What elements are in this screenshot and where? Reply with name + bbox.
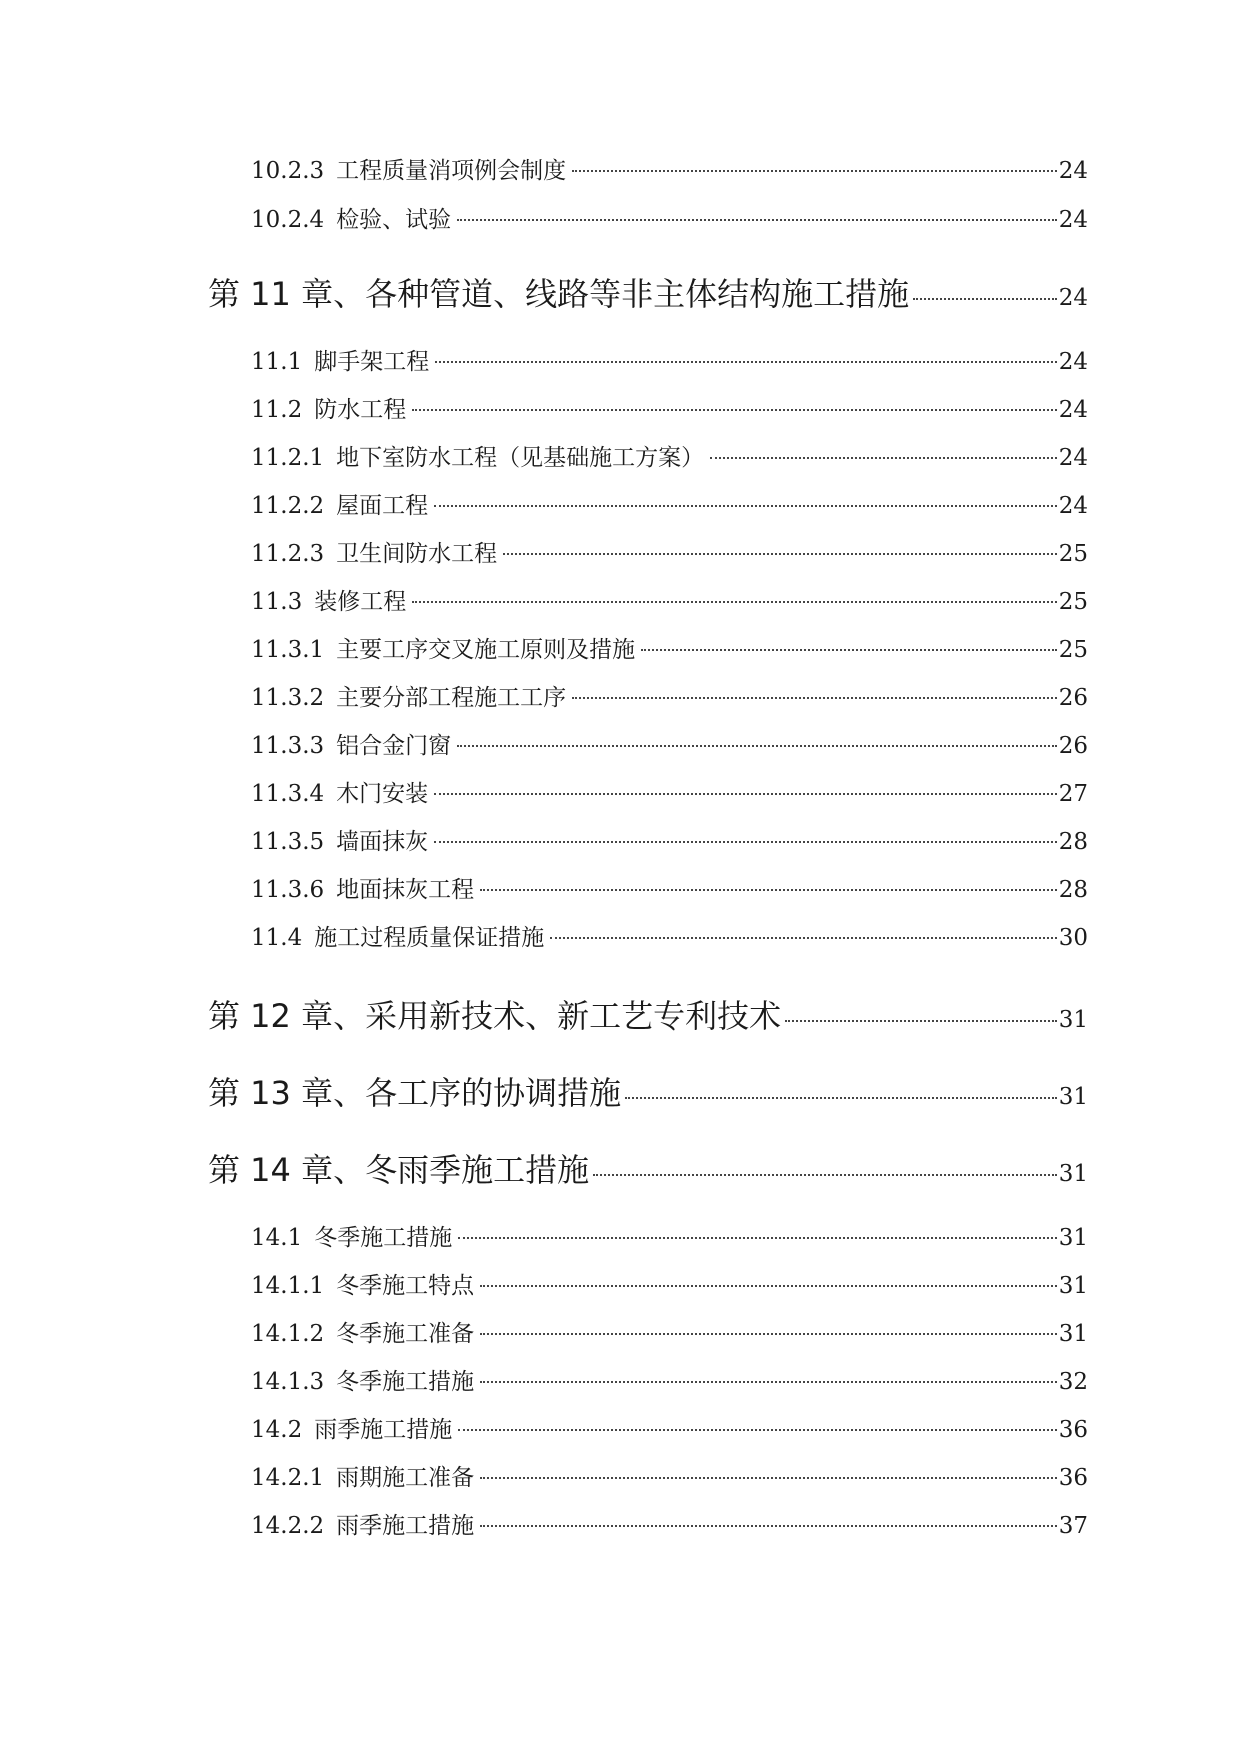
- toc-entry-title: 各工序的协调措施: [365, 1074, 622, 1112]
- toc-entry-number: 11.2.1: [251, 445, 325, 471]
- toc-section-entry[interactable]: [251, 204, 1088, 236]
- toc-section-entry[interactable]: [251, 1414, 1088, 1446]
- toc-entry-title: 防水工程: [314, 397, 407, 423]
- dot-leader: [458, 1429, 1057, 1431]
- toc-entry-number: 第 13 章、: [208, 1074, 366, 1112]
- toc-section-entry[interactable]: [251, 874, 1088, 906]
- toc-entry-number: 第 14 章、: [208, 1151, 366, 1189]
- dot-leader: [412, 409, 1057, 411]
- toc-entry-title: 屋面工程: [336, 493, 429, 519]
- toc-entry-title: 工程质量消项例会制度: [336, 158, 567, 184]
- toc-page-number: 25: [1058, 637, 1088, 663]
- toc-entry-title: 冬季施工特点: [336, 1273, 475, 1299]
- dot-leader: [434, 793, 1057, 795]
- dot-leader: [434, 505, 1057, 507]
- toc-section-entry[interactable]: [251, 155, 1088, 187]
- toc-entry-title: 冬季施工措施: [336, 1369, 475, 1395]
- dot-leader: [641, 649, 1057, 651]
- toc-entry-title: 主要分部工程施工工序: [336, 685, 567, 711]
- dot-leader: [480, 889, 1057, 891]
- toc-entry-number: 11.1: [251, 349, 303, 375]
- toc-page-number: 30: [1058, 925, 1088, 951]
- dot-leader: [458, 1237, 1057, 1239]
- toc-page-number: 24: [1058, 397, 1088, 423]
- toc-entry-title: 地下室防水工程（见基础施工方案）: [336, 445, 705, 471]
- toc-entry-number: 11.3.4: [251, 781, 325, 807]
- dot-leader: [434, 841, 1057, 843]
- toc-chapter-entry[interactable]: [208, 1149, 1088, 1191]
- toc-page-number: 32: [1058, 1369, 1088, 1395]
- toc-entry-number: 10.2.3: [251, 158, 325, 184]
- toc-page-number: 25: [1058, 541, 1088, 567]
- dot-leader: [503, 553, 1057, 555]
- toc-page-number: 31: [1058, 1161, 1088, 1187]
- dot-leader: [550, 937, 1057, 939]
- toc-section-entry[interactable]: [251, 1222, 1088, 1254]
- toc-entry-number: 10.2.4: [251, 207, 325, 233]
- dot-leader: [625, 1097, 1057, 1099]
- toc-page-number: 28: [1058, 829, 1088, 855]
- toc-entry-number: 11.3: [251, 589, 303, 615]
- dot-leader: [480, 1285, 1057, 1287]
- toc-section-entry[interactable]: [251, 538, 1088, 570]
- toc-entry-title: 卫生间防水工程: [336, 541, 498, 567]
- dot-leader: [785, 1020, 1057, 1022]
- toc-section-entry[interactable]: [251, 394, 1088, 426]
- dot-leader: [435, 361, 1057, 363]
- toc-entry-title: 检验、试验: [336, 207, 452, 233]
- toc-section-entry[interactable]: [251, 1366, 1088, 1398]
- toc-entry-title: 主要工序交叉施工原则及措施: [336, 637, 636, 663]
- toc-entry-title: 施工过程质量保证措施: [314, 925, 545, 951]
- toc-page-number: 27: [1058, 781, 1088, 807]
- toc-page-number: 36: [1058, 1417, 1088, 1443]
- toc-entry-title: 墙面抹灰: [336, 829, 429, 855]
- toc-entry-number: 11.3.3: [251, 733, 325, 759]
- toc-page-number: 31: [1058, 1321, 1088, 1347]
- toc-entry-title: 木门安装: [336, 781, 429, 807]
- toc-entry-title: 冬季施工准备: [336, 1321, 475, 1347]
- toc-page-number: 24: [1058, 207, 1088, 233]
- toc-entry-title: 装修工程: [314, 589, 407, 615]
- toc-entry-number: 11.2: [251, 397, 303, 423]
- toc-entry-number: 14.1.2: [251, 1321, 325, 1347]
- toc-page-number: 25: [1058, 589, 1088, 615]
- toc-section-entry[interactable]: [251, 922, 1088, 954]
- dot-leader: [572, 697, 1057, 699]
- toc-page-number: 37: [1058, 1513, 1088, 1539]
- toc-entry-title: 冬季施工措施: [314, 1225, 453, 1251]
- toc-page-number: 26: [1058, 685, 1088, 711]
- toc-page-number: 24: [1058, 349, 1088, 375]
- dot-leader: [710, 457, 1057, 459]
- toc-entry-number: 11.4: [251, 925, 303, 951]
- toc-page-number: 26: [1058, 733, 1088, 759]
- dot-leader: [480, 1333, 1057, 1335]
- toc-entry-number: 11.3.2: [251, 685, 325, 711]
- toc-entry-number: 14.2: [251, 1417, 303, 1443]
- toc-page-number: 24: [1058, 285, 1088, 311]
- toc-section-entry[interactable]: [251, 1318, 1088, 1350]
- toc-section-entry[interactable]: [251, 490, 1088, 522]
- toc-section-entry[interactable]: [251, 586, 1088, 618]
- dot-leader: [457, 219, 1057, 221]
- toc-page-number: 31: [1058, 1225, 1088, 1251]
- toc-page-number: 31: [1058, 1273, 1088, 1299]
- toc-entry-number: 14.2.2: [251, 1513, 325, 1539]
- dot-leader: [593, 1174, 1057, 1176]
- toc-page-number: 24: [1058, 445, 1088, 471]
- toc-entry-number: 11.3.1: [251, 637, 325, 663]
- toc-entry-title: 各种管道、线路等非主体结构施工措施: [365, 275, 910, 313]
- dot-leader: [480, 1381, 1057, 1383]
- toc-entry-title: 采用新技术、新工艺专利技术: [365, 997, 782, 1035]
- toc-section-entry[interactable]: [251, 826, 1088, 858]
- toc-chapter-entry[interactable]: [208, 995, 1088, 1037]
- toc-entry-number: 14.1: [251, 1225, 303, 1251]
- toc-section-entry[interactable]: [251, 1270, 1088, 1302]
- toc-section-entry[interactable]: [251, 346, 1088, 378]
- dot-leader: [572, 170, 1057, 172]
- toc-entry-title: 脚手架工程: [314, 349, 430, 375]
- toc-section-entry[interactable]: [251, 634, 1088, 666]
- toc-section-entry[interactable]: [251, 1510, 1088, 1542]
- dot-leader: [913, 298, 1057, 300]
- toc-entry-title: 雨季施工措施: [336, 1513, 475, 1539]
- toc-section-entry[interactable]: [251, 1462, 1088, 1494]
- toc-page-number: 31: [1058, 1084, 1088, 1110]
- toc-entry-title: 铝合金门窗: [336, 733, 452, 759]
- dot-leader: [480, 1525, 1057, 1527]
- toc-entry-number: 11.3.5: [251, 829, 325, 855]
- toc-section-entry[interactable]: [251, 682, 1088, 714]
- toc-entry-title: 地面抹灰工程: [336, 877, 475, 903]
- toc-section-entry[interactable]: [251, 730, 1088, 762]
- toc-section-entry[interactable]: [251, 442, 1088, 474]
- toc-section-entry[interactable]: [251, 778, 1088, 810]
- toc-entry-title: 雨季施工措施: [314, 1417, 453, 1443]
- toc-page-number: 31: [1058, 1007, 1088, 1033]
- toc-entry-number: 11.2.3: [251, 541, 325, 567]
- dot-leader: [457, 745, 1057, 747]
- toc-entry-title: 雨期施工准备: [336, 1465, 475, 1491]
- toc-entry-number: 11.3.6: [251, 877, 325, 903]
- dot-leader: [480, 1477, 1057, 1479]
- toc-entry-number: 14.1.1: [251, 1273, 325, 1299]
- toc-entry-title: 冬雨季施工措施: [365, 1151, 590, 1189]
- toc-page-number: 36: [1058, 1465, 1088, 1491]
- toc-chapter-entry[interactable]: [208, 273, 1088, 315]
- dot-leader: [412, 601, 1057, 603]
- toc-entry-number: 11.2.2: [251, 493, 325, 519]
- toc-entry-number: 第 11 章、: [208, 275, 366, 313]
- toc-entry-number: 第 12 章、: [208, 997, 366, 1035]
- toc-entry-number: 14.2.1: [251, 1465, 325, 1491]
- toc-page-number: 28: [1058, 877, 1088, 903]
- toc-entry-number: 14.1.3: [251, 1369, 325, 1395]
- toc-page-number: 24: [1058, 158, 1088, 184]
- toc-chapter-entry[interactable]: [208, 1072, 1088, 1114]
- toc-page-number: 24: [1058, 493, 1088, 519]
